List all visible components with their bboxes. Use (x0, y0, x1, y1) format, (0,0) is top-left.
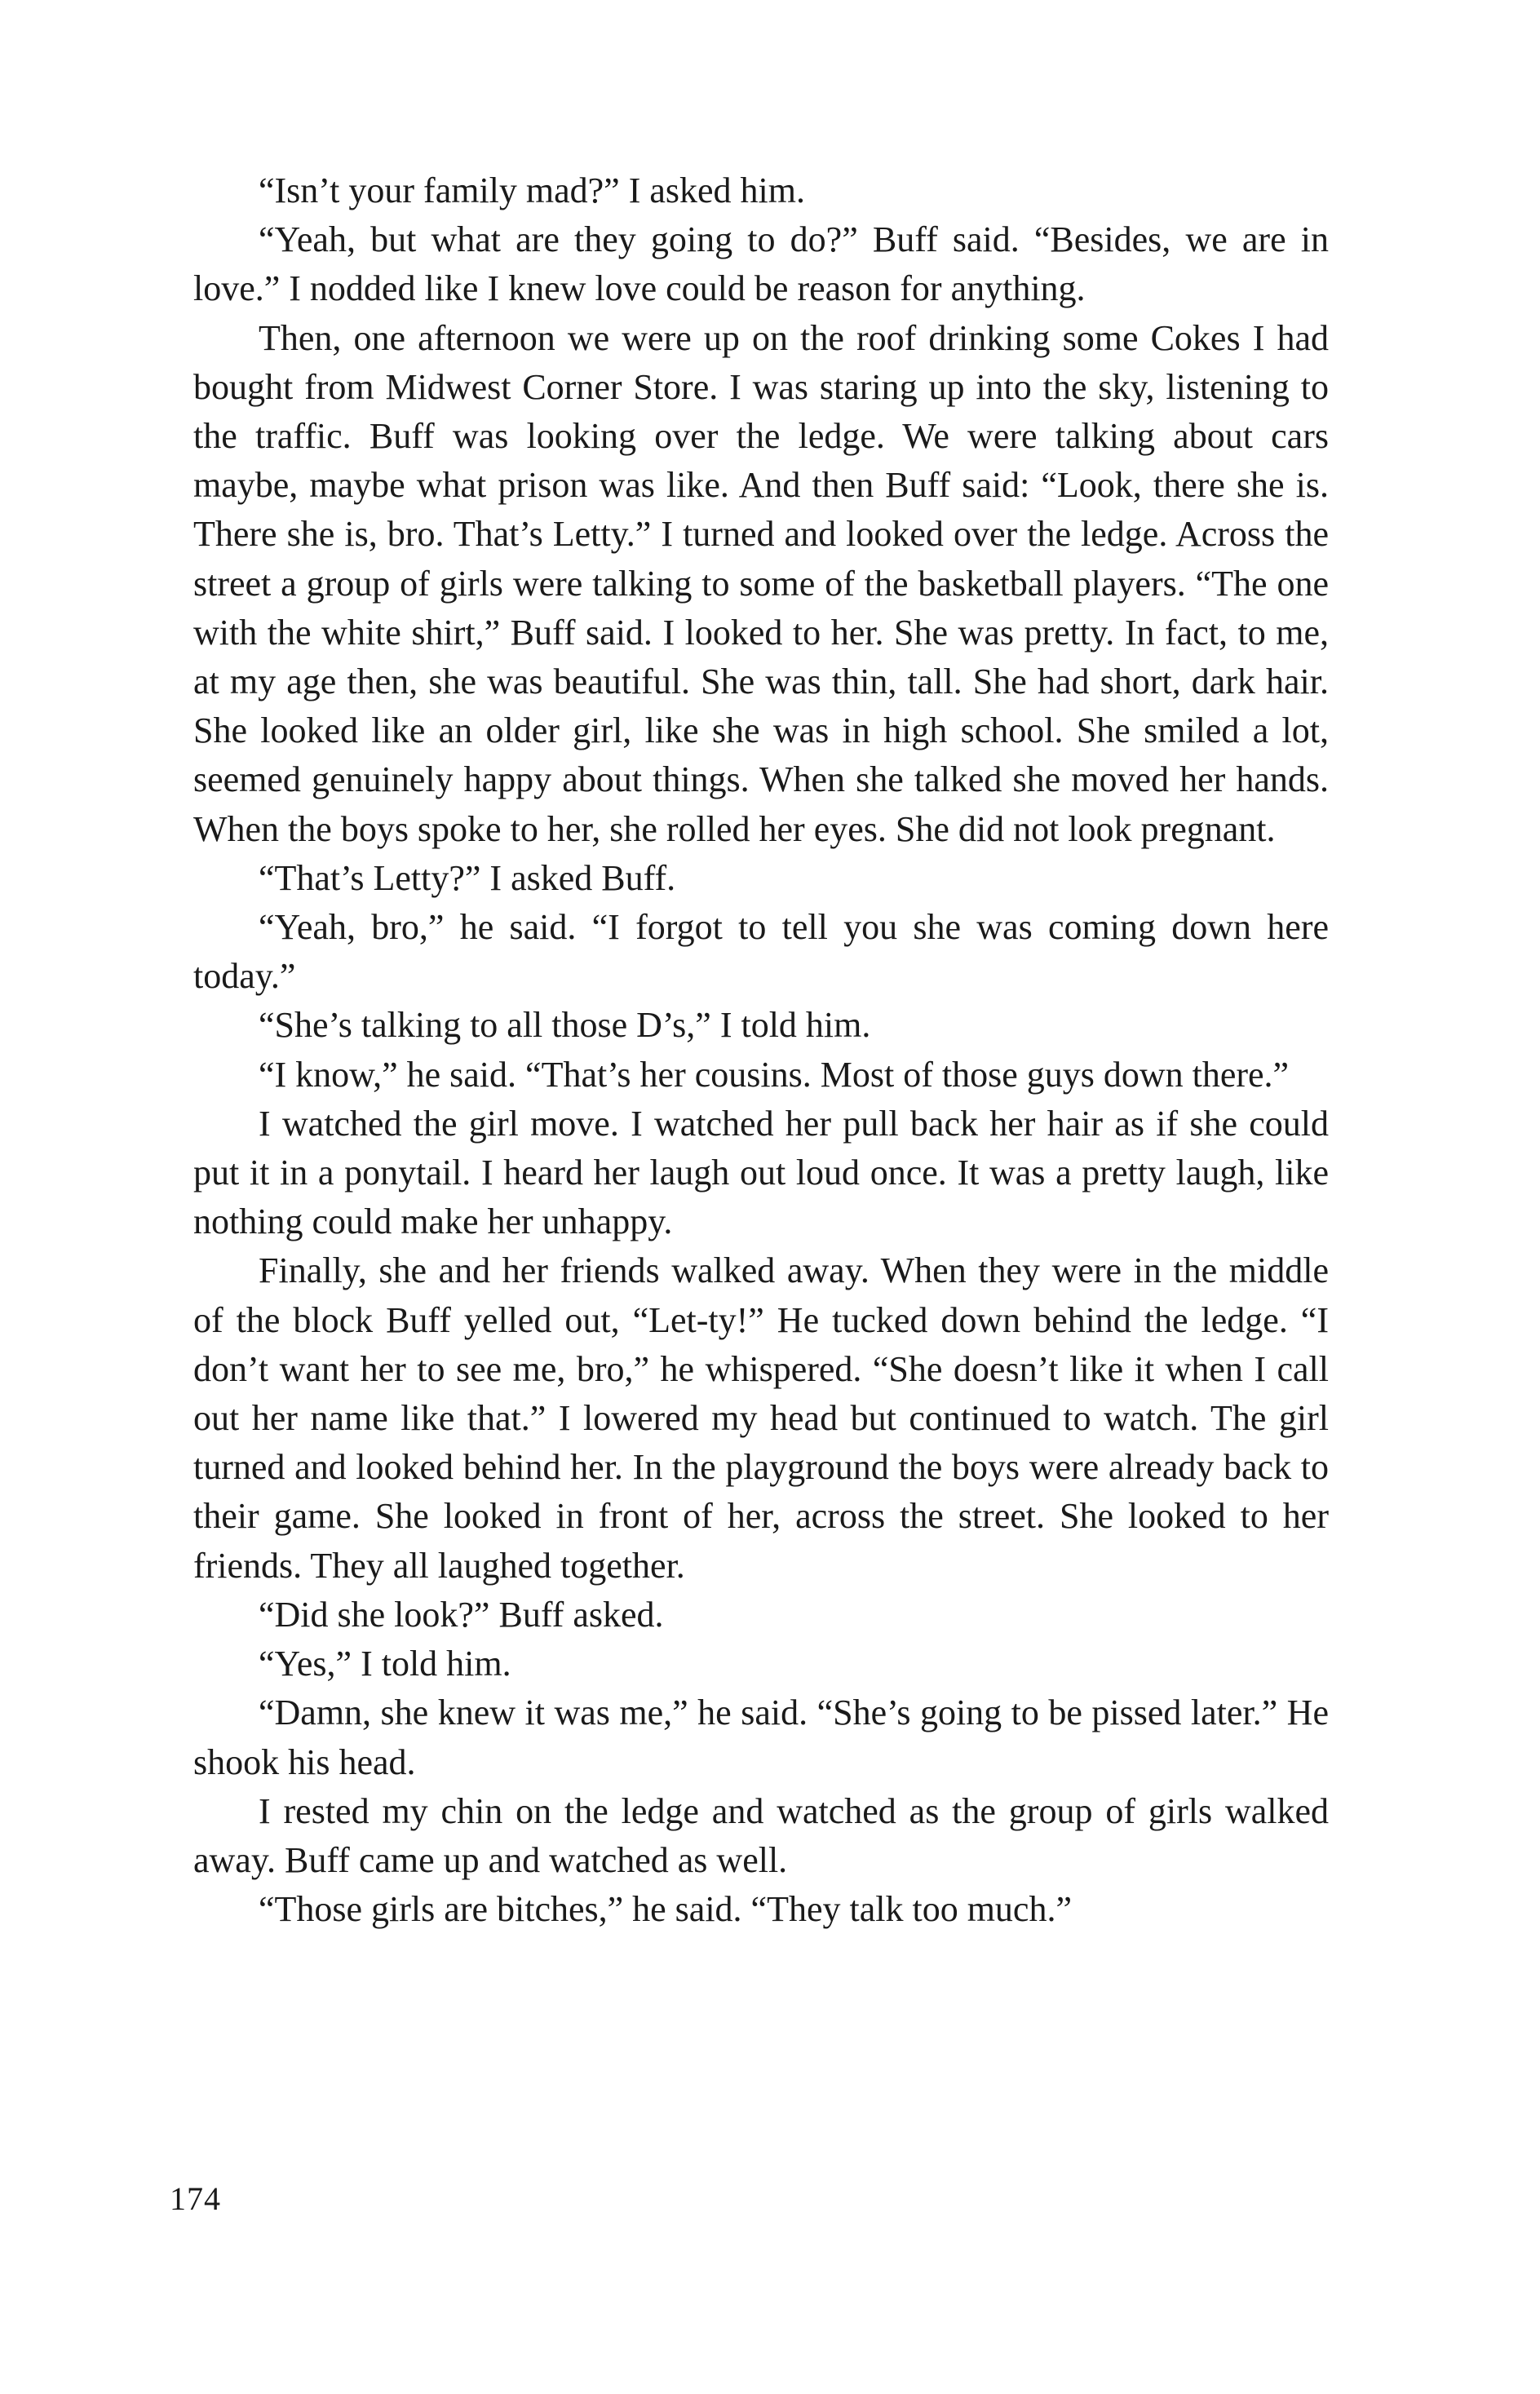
paragraph: “Yeah, bro,” he said. “I forgot to tell you she was coming down here today.” (193, 907, 1329, 997)
paragraph: “Damn, she knew it was me,” he said. “She’s going to be pissed later.” He shook his head. (193, 1693, 1329, 1782)
paragraph: “Isn’t your family mad?” I asked him. (259, 170, 805, 210)
paragraph: “She’s talking to all those D’s,” I told him. (259, 1005, 871, 1046)
paragraph: I watched the girl move. I watched her pull back her hair as if she could put it in a ponytail. I heard her laugh out loud once. It was a pretty laugh, like nothing could make her unhappy. (193, 1103, 1329, 1242)
page-number: 174 (170, 2180, 221, 2217)
paragraph: Finally, she and her friends walked away. When they were in the middle of the block Buff yelled out, “Let-ty!” He tucked down behind the ledge. “I don’t want her to see me, bro,” he whispered. “She doesn’t like it when I call out her name like that.” I lowered my head but continued to watch. The girl turned and looked behind her. In the playground the boys were already back to their game. She looked in front of her, across the street. She looked to her friends. They all laughed together. (193, 1250, 1329, 1586)
paragraph: “Yes,” I told him. (259, 1644, 511, 1684)
paragraph: “Those girls are bitches,” he said. “They talk too much.” (259, 1889, 1072, 1930)
paragraph: Then, one afternoon we were up on the roof drinking some Cokes I had bought from Midwest Corner Store. I was staring up into the sky, listening to the traffic. Buff was looking over the ledge. We were talking about cars maybe, maybe what prison was like. And then Buff said: “Look, there she is. There she is, bro. That’s Letty.” I turned and looked over the ledge. Across the street a group of girls were talking to some of the basketball players. “The one with the white shirt,” Buff said. I looked to her. She was pretty. In fact, to me, at my age then, she was beautiful. She was thin, tall. She had short, dark hair. She looked like an older girl, like she was in high school. She smiled a lot, seemed genuinely happy about things. When she talked she moved her hands. When the boys spoke to her, she rolled her eyes. She did not look pregnant. (193, 317, 1329, 849)
body-text (193, 166, 1329, 1934)
paragraph: “I know,” he said. “That’s her cousins. Most of those guys down there.” (259, 1054, 1290, 1095)
paragraph: “Yeah, but what are they going to do?” Buff said. “Besides, we are in love.” I nodded like I knew love could be reason for anything. (193, 219, 1329, 309)
paragraph: I rested my chin on the ledge and watched as the group of girls walked away. Buff came up and watched as well. (193, 1790, 1329, 1880)
paragraph: “Did she look?” Buff asked. (259, 1594, 664, 1635)
paragraph: “That’s Letty?” I asked Buff. (259, 857, 676, 898)
